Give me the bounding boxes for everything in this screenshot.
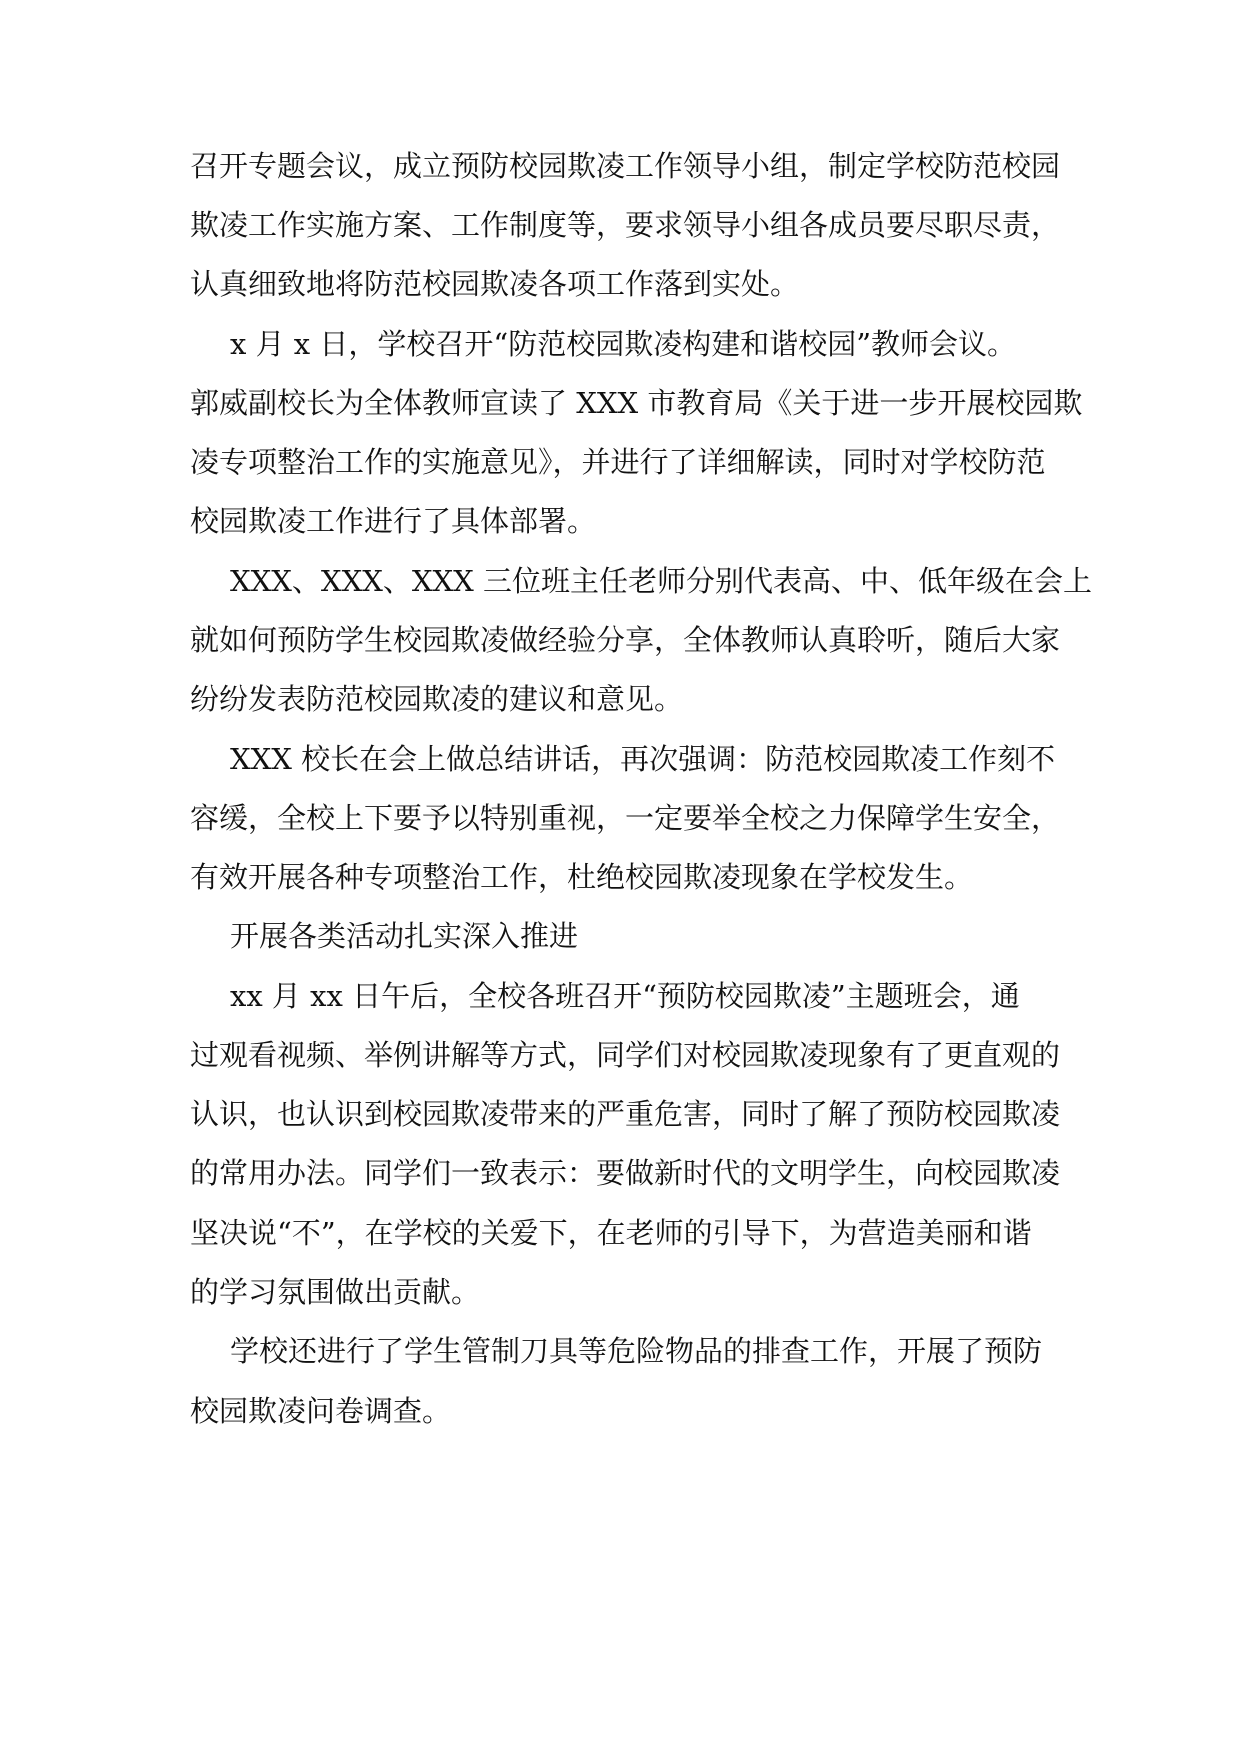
- text-line: 认真细致地将防范校园欺凌各项工作落到实处。: [190, 267, 800, 301]
- text-line: 就如何预防学生校园欺凌做经验分享，全体教师认真聆听，随后大家: [190, 623, 1061, 657]
- text-line: 容缓，全校上下要予以特别重视，一定要举全校之力保障学生安全，: [190, 801, 1061, 835]
- text-line: 凌专项整治工作的实施意见》，并进行了详细解读，同时对学校防范: [190, 445, 1046, 479]
- text-line: 过观看视频、举例讲解等方式，同学们对校园欺凌现象有了更直观的: [190, 1038, 1061, 1072]
- text-line: 校园欺凌问卷调查。: [190, 1394, 452, 1428]
- text-line: 校园欺凌工作进行了具体部署。: [190, 504, 597, 538]
- text-line: 召开专题会议，成立预防校园欺凌工作领导小组，制定学校防范校园: [190, 149, 1061, 183]
- text-line: 的常用办法。同学们一致表示：要做新时代的文明学生，向校园欺凌: [190, 1156, 1061, 1190]
- text-line: 学校还进行了学生管制刀具等危险物品的排查工作，开展了预防: [230, 1334, 1043, 1368]
- section-heading: 开展各类活动扎实深入推进: [230, 919, 579, 953]
- text-line: 有效开展各种专项整治工作，杜绝校园欺凌现象在学校发生。: [190, 860, 974, 894]
- text-line: x 月 x 日，学校召开“防范校园欺凌构建和谐校园”教师会议。: [230, 327, 1017, 361]
- text-line: XXX、XXX、XXX 三位班主任老师分别代表高、中、低年级在会上: [230, 564, 1093, 598]
- text-line: 郭威副校长为全体教师宣读了 XXX 市教育局《关于进一步开展校园欺: [190, 386, 1083, 420]
- text-line: 坚决说“不”，在学校的关爱下，在老师的引导下，为营造美丽和谐: [190, 1216, 1032, 1250]
- text-line: XXX 校长在会上做总结讲话，再次强调：防范校园欺凌工作刻不: [230, 742, 1056, 776]
- text-line: 认识，也认识到校园欺凌带来的严重危害，同时了解了预防校园欺凌: [190, 1097, 1061, 1131]
- text-line: 的学习氛围做出贡献。: [190, 1275, 481, 1309]
- text-line: xx 月 xx 日午后，全校各班召开“预防校园欺凌”主题班会，通: [230, 979, 1020, 1013]
- text-line: 纷纷发表防范校园欺凌的建议和意见。: [190, 682, 684, 716]
- text-line: 欺凌工作实施方案、工作制度等，要求领导小组各成员要尽职尽责，: [190, 208, 1061, 242]
